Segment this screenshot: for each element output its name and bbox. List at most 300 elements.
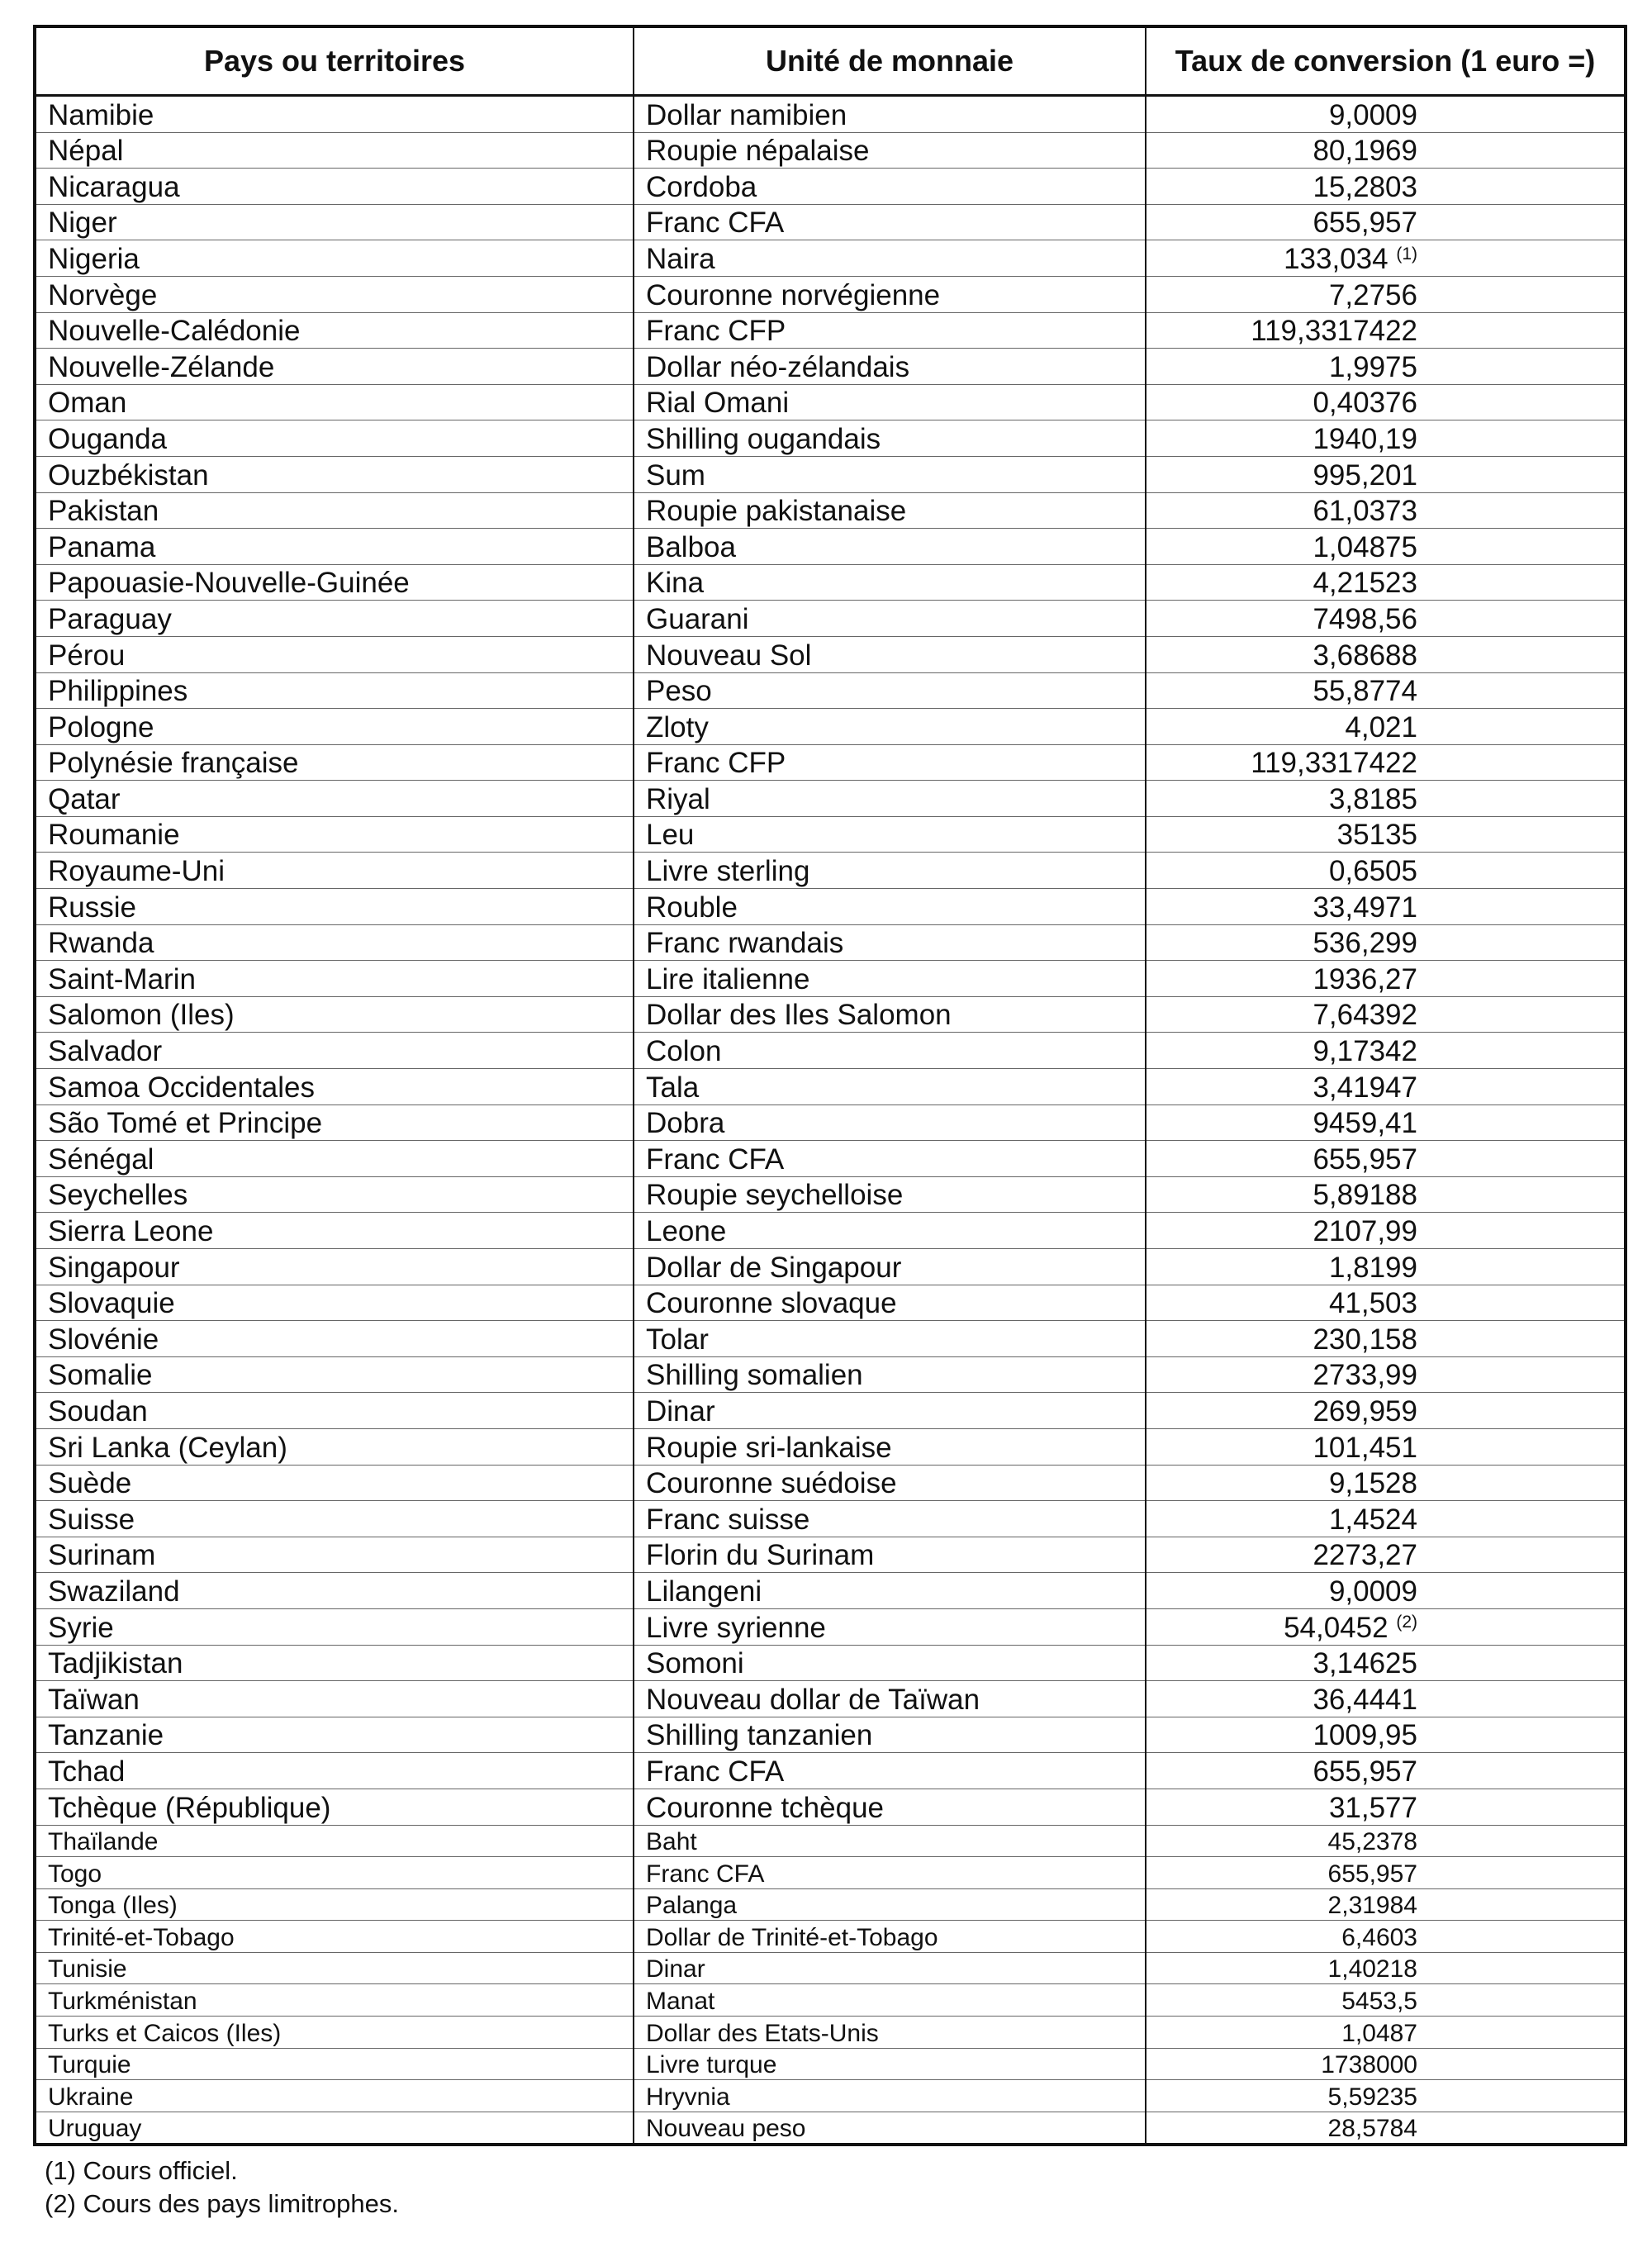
country-cell: Saint-Marin — [35, 961, 634, 997]
rate-value: 1009,95 — [1313, 1719, 1417, 1752]
header-row — [35, 26, 1626, 96]
rate-cell — [1146, 2112, 1626, 2145]
table-row — [35, 781, 1626, 817]
rate-value: 3,68688 — [1313, 639, 1417, 672]
currency-cell: Roupie pakistanaise — [634, 492, 1146, 529]
rate-value: 5,89188 — [1313, 1179, 1417, 1212]
table-row — [35, 1888, 1626, 1921]
rate-cell — [1146, 1428, 1626, 1465]
country-cell: Sri Lanka (Ceylan) — [35, 1428, 634, 1465]
table-row — [35, 2017, 1626, 2049]
rate-value: 3,14625 — [1313, 1647, 1417, 1680]
rate-value: 31,577 — [1328, 1791, 1417, 1824]
rate-cell — [1146, 1857, 1626, 1889]
rate-value: 54,0452 — [1284, 1611, 1389, 1644]
rate-cell — [1146, 1176, 1626, 1213]
rate-cell — [1146, 2080, 1626, 2112]
country-cell: Qatar — [35, 781, 634, 817]
currency-cell: Dinar — [634, 1952, 1146, 1984]
table-row — [35, 132, 1626, 169]
country-cell: Pologne — [35, 709, 634, 745]
country-cell: Singapour — [35, 1249, 634, 1285]
table-row — [35, 1428, 1626, 1465]
rate-value: 3,41947 — [1313, 1071, 1417, 1104]
currency-cell: Franc CFA — [634, 1857, 1146, 1889]
currency-cell: Leone — [634, 1213, 1146, 1249]
currency-cell: Franc rwandais — [634, 924, 1146, 961]
currency-cell: Leu — [634, 816, 1146, 853]
footnote-marker: (2) — [1396, 1613, 1417, 1632]
table-row — [35, 1753, 1626, 1789]
rate-cell — [1146, 1537, 1626, 1573]
table-row — [35, 420, 1626, 457]
country-cell: Suède — [35, 1465, 634, 1501]
currency-cell: Couronne suédoise — [634, 1465, 1146, 1501]
rate-value: 2733,99 — [1313, 1359, 1417, 1392]
currency-cell: Baht — [634, 1825, 1146, 1857]
rate-cell — [1146, 1681, 1626, 1717]
rate-cell — [1146, 1213, 1626, 1249]
table-row — [35, 1069, 1626, 1105]
table-row — [35, 1104, 1626, 1141]
table-row — [35, 1285, 1626, 1321]
rate-value: 9459,41 — [1313, 1107, 1417, 1140]
rate-cell — [1146, 1501, 1626, 1537]
rate-cell — [1146, 601, 1626, 637]
rate-value: 15,2803 — [1313, 170, 1417, 203]
country-cell: Polynésie française — [35, 744, 634, 781]
rate-cell — [1146, 349, 1626, 385]
rate-value: 9,1528 — [1328, 1467, 1417, 1500]
table-row — [35, 1176, 1626, 1213]
currency-cell: Dollar de Singapour — [634, 1249, 1146, 1285]
country-cell: Seychelles — [35, 1176, 634, 1213]
rate-value: 1,8199 — [1328, 1251, 1417, 1284]
table-row — [35, 1952, 1626, 1984]
rate-value: 1,9975 — [1328, 350, 1417, 383]
rate-value: 33,4971 — [1313, 891, 1417, 924]
currency-cell: Peso — [634, 672, 1146, 709]
table-row — [35, 169, 1626, 205]
rate-value: 61,0373 — [1313, 495, 1417, 528]
currency-cell: Naira — [634, 240, 1146, 277]
currency-cell: Shilling ougandais — [634, 420, 1146, 457]
currency-cell: Florin du Surinam — [634, 1537, 1146, 1573]
rate-cell — [1146, 2017, 1626, 2049]
rate-value: 80,1969 — [1313, 135, 1417, 168]
rate-value: 4,21523 — [1313, 567, 1417, 600]
table-row — [35, 816, 1626, 853]
country-cell: Trinité-et-Tobago — [35, 1921, 634, 1953]
currency-cell: Nouveau peso — [634, 2112, 1146, 2145]
table-row — [35, 1608, 1626, 1645]
country-cell: Swaziland — [35, 1573, 634, 1609]
country-cell: Russie — [35, 889, 634, 925]
table-row — [35, 1573, 1626, 1609]
rate-value: 0,6505 — [1328, 855, 1417, 888]
country-cell: Tchèque (République) — [35, 1789, 634, 1825]
currency-cell: Dollar des Etats-Unis — [634, 2017, 1146, 2049]
rate-cell — [1146, 961, 1626, 997]
currency-cell: Dollar de Trinité-et-Tobago — [634, 1921, 1146, 1953]
currency-cell: Franc CFA — [634, 204, 1146, 240]
rate-value: 1738000 — [1321, 2051, 1417, 2079]
currency-cell: Livre syrienne — [634, 1608, 1146, 1645]
rate-value: 655,957 — [1313, 207, 1417, 240]
rate-cell — [1146, 1888, 1626, 1921]
rate-cell — [1146, 1921, 1626, 1953]
currency-cell: Palanga — [634, 1888, 1146, 1921]
table-row — [35, 601, 1626, 637]
currency-cell: Roupie seychelloise — [634, 1176, 1146, 1213]
rate-value: 1,0487 — [1341, 2019, 1417, 2047]
table-row — [35, 1537, 1626, 1573]
currency-cell: Shilling tanzanien — [634, 1717, 1146, 1753]
country-cell: Salvador — [35, 1033, 634, 1069]
currency-cell: Lilangeni — [634, 1573, 1146, 1609]
rate-cell — [1146, 1789, 1626, 1825]
country-cell: Tanzanie — [35, 1717, 634, 1753]
rate-value: 35135 — [1336, 819, 1417, 852]
currency-cell: Shilling somalien — [634, 1356, 1146, 1393]
country-cell: Syrie — [35, 1608, 634, 1645]
rate-value: 1936,27 — [1313, 962, 1417, 995]
rate-cell — [1146, 96, 1626, 133]
currency-cell: Somoni — [634, 1645, 1146, 1681]
currency-cell: Livre turque — [634, 2048, 1146, 2080]
country-cell: Togo — [35, 1857, 634, 1889]
currency-cell: Franc CFA — [634, 1141, 1146, 1177]
rate-value: 119,3317422 — [1251, 315, 1417, 348]
country-cell: Nouvelle-Calédonie — [35, 312, 634, 349]
country-cell: Oman — [35, 384, 634, 420]
rate-value: 119,3317422 — [1251, 747, 1417, 780]
rate-value: 269,959 — [1313, 1394, 1417, 1428]
table-row — [35, 2080, 1626, 2112]
country-cell: Turkménistan — [35, 1984, 634, 2017]
country-cell: Namibie — [35, 96, 634, 133]
country-cell: Thaïlande — [35, 1825, 634, 1857]
rate-cell — [1146, 132, 1626, 169]
header-currency: Unité de monnaie — [634, 26, 1146, 96]
table-row — [35, 996, 1626, 1033]
rate-value: 2,31984 — [1327, 1892, 1417, 1920]
currency-cell: Hryvnia — [634, 2080, 1146, 2112]
rate-cell — [1146, 1141, 1626, 1177]
table-row — [35, 456, 1626, 492]
rate-value: 133,034 — [1284, 242, 1389, 275]
rate-value: 5453,5 — [1341, 1988, 1417, 2016]
currency-cell: Lire italienne — [634, 961, 1146, 997]
rate-cell — [1146, 744, 1626, 781]
country-cell: Slovénie — [35, 1321, 634, 1357]
country-cell: Somalie — [35, 1356, 634, 1393]
rate-value: 2273,27 — [1313, 1539, 1417, 1572]
table-row — [35, 1825, 1626, 1857]
rate-value: 5,59235 — [1327, 2083, 1417, 2111]
rate-value: 1,4524 — [1328, 1503, 1417, 1536]
rate-value: 41,503 — [1328, 1287, 1417, 1320]
rate-cell — [1146, 1285, 1626, 1321]
table-row — [35, 709, 1626, 745]
table-row — [35, 96, 1626, 133]
country-cell: Roumanie — [35, 816, 634, 853]
rate-cell — [1146, 492, 1626, 529]
currency-cell: Nouveau Sol — [634, 636, 1146, 672]
table-row — [35, 889, 1626, 925]
table-row — [35, 1249, 1626, 1285]
rate-cell — [1146, 1393, 1626, 1429]
rate-value: 1940,19 — [1313, 422, 1417, 455]
country-cell: Suisse — [35, 1501, 634, 1537]
table-row — [35, 384, 1626, 420]
currency-cell: Tala — [634, 1069, 1146, 1105]
rate-cell — [1146, 1608, 1626, 1645]
rate-cell — [1146, 1321, 1626, 1357]
currency-cell: Balboa — [634, 529, 1146, 565]
currency-cell: Rouble — [634, 889, 1146, 925]
table-row — [35, 1984, 1626, 2017]
country-cell: Slovaquie — [35, 1285, 634, 1321]
rate-cell — [1146, 240, 1626, 277]
rate-value: 3,8185 — [1328, 782, 1417, 815]
rate-value: 101,451 — [1313, 1431, 1417, 1464]
country-cell: Panama — [35, 529, 634, 565]
rate-cell — [1146, 312, 1626, 349]
currency-cell: Couronne norvégienne — [634, 276, 1146, 312]
country-cell: Paraguay — [35, 601, 634, 637]
footnote-2: (2) Cours des pays limitrophes. — [45, 2189, 399, 2219]
country-cell: Ouzbékistan — [35, 456, 634, 492]
rate-value: 0,40376 — [1313, 387, 1417, 420]
country-cell: São Tomé et Principe — [35, 1104, 634, 1141]
rate-cell — [1146, 420, 1626, 457]
country-cell: Turquie — [35, 2048, 634, 2080]
country-cell: Nicaragua — [35, 169, 634, 205]
rate-cell — [1146, 1984, 1626, 2017]
table-row — [35, 1921, 1626, 1953]
footnotes — [33, 2154, 1624, 2221]
table-row — [35, 2048, 1626, 2080]
currency-cell: Guarani — [634, 601, 1146, 637]
rate-cell — [1146, 384, 1626, 420]
country-cell: Turks et Caicos (Iles) — [35, 2017, 634, 2049]
rate-cell — [1146, 2048, 1626, 2080]
rate-value: 9,17342 — [1313, 1035, 1417, 1068]
rate-cell — [1146, 996, 1626, 1033]
rate-cell — [1146, 1033, 1626, 1069]
table-row — [35, 1393, 1626, 1429]
header-country: Pays ou territoires — [35, 26, 634, 96]
rate-cell — [1146, 456, 1626, 492]
currency-cell: Roupie sri-lankaise — [634, 1428, 1146, 1465]
table-row — [35, 240, 1626, 277]
currency-cell: Dinar — [634, 1393, 1146, 1429]
table-row — [35, 492, 1626, 529]
currency-cell: Franc suisse — [634, 1501, 1146, 1537]
country-cell: Taïwan — [35, 1681, 634, 1717]
rate-value: 9,0009 — [1328, 1575, 1417, 1608]
rate-value: 28,5784 — [1327, 2115, 1417, 2143]
table-row — [35, 1857, 1626, 1889]
currency-cell: Dollar des Iles Salomon — [634, 996, 1146, 1033]
rate-cell — [1146, 1249, 1626, 1285]
rate-value: 6,4603 — [1341, 1923, 1417, 1951]
country-cell: Sierra Leone — [35, 1213, 634, 1249]
rate-cell — [1146, 1573, 1626, 1609]
country-cell: Philippines — [35, 672, 634, 709]
country-cell: Samoa Occidentales — [35, 1069, 634, 1105]
table-row — [35, 636, 1626, 672]
currency-cell: Colon — [634, 1033, 1146, 1069]
rate-cell — [1146, 564, 1626, 601]
rate-cell — [1146, 889, 1626, 925]
rate-value: 655,957 — [1313, 1755, 1417, 1788]
table-body — [35, 96, 1626, 2145]
rate-cell — [1146, 636, 1626, 672]
country-cell: Rwanda — [35, 924, 634, 961]
country-cell: Ouganda — [35, 420, 634, 457]
table-row — [35, 1645, 1626, 1681]
rate-value: 655,957 — [1313, 1143, 1417, 1176]
currency-cell: Couronne slovaque — [634, 1285, 1146, 1321]
country-cell: Salomon (Iles) — [35, 996, 634, 1033]
table-row — [35, 1681, 1626, 1717]
table-row — [35, 1141, 1626, 1177]
rate-cell — [1146, 1753, 1626, 1789]
rate-value: 230,158 — [1313, 1323, 1417, 1356]
table-row — [35, 1321, 1626, 1357]
table-row — [35, 924, 1626, 961]
currency-cell: Roupie népalaise — [634, 132, 1146, 169]
country-cell: Tunisie — [35, 1952, 634, 1984]
table-row — [35, 961, 1626, 997]
table-row — [35, 529, 1626, 565]
rate-cell — [1146, 1825, 1626, 1857]
rate-cell — [1146, 1645, 1626, 1681]
rate-cell — [1146, 1717, 1626, 1753]
table-row — [35, 2112, 1626, 2145]
currency-cell: Cordoba — [634, 169, 1146, 205]
rate-value: 1,40218 — [1327, 1955, 1417, 1983]
table-row — [35, 1789, 1626, 1825]
country-cell: Papouasie-Nouvelle-Guinée — [35, 564, 634, 601]
table-row — [35, 1717, 1626, 1753]
rate-value: 7,64392 — [1313, 999, 1417, 1032]
table-row — [35, 1465, 1626, 1501]
currency-cell: Franc CFP — [634, 744, 1146, 781]
rate-value: 9,0009 — [1328, 98, 1417, 131]
currency-cell: Sum — [634, 456, 1146, 492]
country-cell: Tonga (Iles) — [35, 1888, 634, 1921]
country-cell: Ukraine — [35, 2080, 634, 2112]
rate-value: 55,8774 — [1313, 675, 1417, 708]
rate-value: 536,299 — [1313, 927, 1417, 960]
header-rate: Taux de conversion (1 euro =) — [1146, 26, 1626, 96]
country-cell: Pakistan — [35, 492, 634, 529]
table-row — [35, 312, 1626, 349]
country-cell: Nouvelle-Zélande — [35, 349, 634, 385]
country-cell: Tchad — [35, 1753, 634, 1789]
table-row — [35, 276, 1626, 312]
table-row — [35, 1213, 1626, 1249]
country-cell: Royaume-Uni — [35, 853, 634, 889]
footnote-marker: (1) — [1396, 244, 1417, 264]
rate-value: 995,201 — [1313, 458, 1417, 492]
rate-value: 655,957 — [1327, 1860, 1417, 1888]
rate-value: 2107,99 — [1313, 1215, 1417, 1247]
rate-value: 36,4441 — [1313, 1683, 1417, 1716]
country-cell: Nigeria — [35, 240, 634, 277]
country-cell: Tadjikistan — [35, 1645, 634, 1681]
rate-value: 4,021 — [1345, 710, 1417, 743]
currency-cell: Rial Omani — [634, 384, 1146, 420]
currency-cell: Tolar — [634, 1321, 1146, 1357]
country-cell: Soudan — [35, 1393, 634, 1429]
rate-cell — [1146, 529, 1626, 565]
country-cell: Népal — [35, 132, 634, 169]
table-row — [35, 1501, 1626, 1537]
currency-cell: Zloty — [634, 709, 1146, 745]
currency-cell: Riyal — [634, 781, 1146, 817]
rate-cell — [1146, 781, 1626, 817]
currency-cell: Kina — [634, 564, 1146, 601]
rate-value: 7498,56 — [1313, 602, 1417, 635]
table-row — [35, 349, 1626, 385]
currency-cell: Couronne tchèque — [634, 1789, 1146, 1825]
currency-cell: Nouveau dollar de Taïwan — [634, 1681, 1146, 1717]
table-row — [35, 1356, 1626, 1393]
rate-cell — [1146, 169, 1626, 205]
rate-cell — [1146, 1104, 1626, 1141]
rate-cell — [1146, 276, 1626, 312]
rate-cell — [1146, 924, 1626, 961]
rate-cell — [1146, 853, 1626, 889]
currency-cell: Manat — [634, 1984, 1146, 2017]
rate-cell — [1146, 204, 1626, 240]
currency-cell: Franc CFA — [634, 1753, 1146, 1789]
rate-cell — [1146, 672, 1626, 709]
currency-cell: Franc CFP — [634, 312, 1146, 349]
country-cell: Norvège — [35, 276, 634, 312]
currency-cell: Livre sterling — [634, 853, 1146, 889]
rate-value: 7,2756 — [1328, 278, 1417, 311]
table-row — [35, 853, 1626, 889]
conversion-table — [33, 25, 1627, 2146]
footnote-1: (1) Cours officiel. — [45, 2156, 238, 2186]
rate-value: 1,04875 — [1313, 530, 1417, 563]
rate-cell — [1146, 1356, 1626, 1393]
table-row — [35, 744, 1626, 781]
table-row — [35, 672, 1626, 709]
country-cell: Uruguay — [35, 2112, 634, 2145]
currency-cell: Dollar namibien — [634, 96, 1146, 133]
country-cell: Pérou — [35, 636, 634, 672]
document — [33, 25, 1624, 2221]
rate-cell — [1146, 1069, 1626, 1105]
currency-cell: Dobra — [634, 1104, 1146, 1141]
country-cell: Niger — [35, 204, 634, 240]
country-cell: Sénégal — [35, 1141, 634, 1177]
rate-cell — [1146, 709, 1626, 745]
rate-cell — [1146, 1465, 1626, 1501]
table-row — [35, 1033, 1626, 1069]
rate-value: 45,2378 — [1327, 1828, 1417, 1856]
currency-cell: Dollar néo-zélandais — [634, 349, 1146, 385]
table-row — [35, 204, 1626, 240]
table-row — [35, 564, 1626, 601]
rate-cell — [1146, 816, 1626, 853]
